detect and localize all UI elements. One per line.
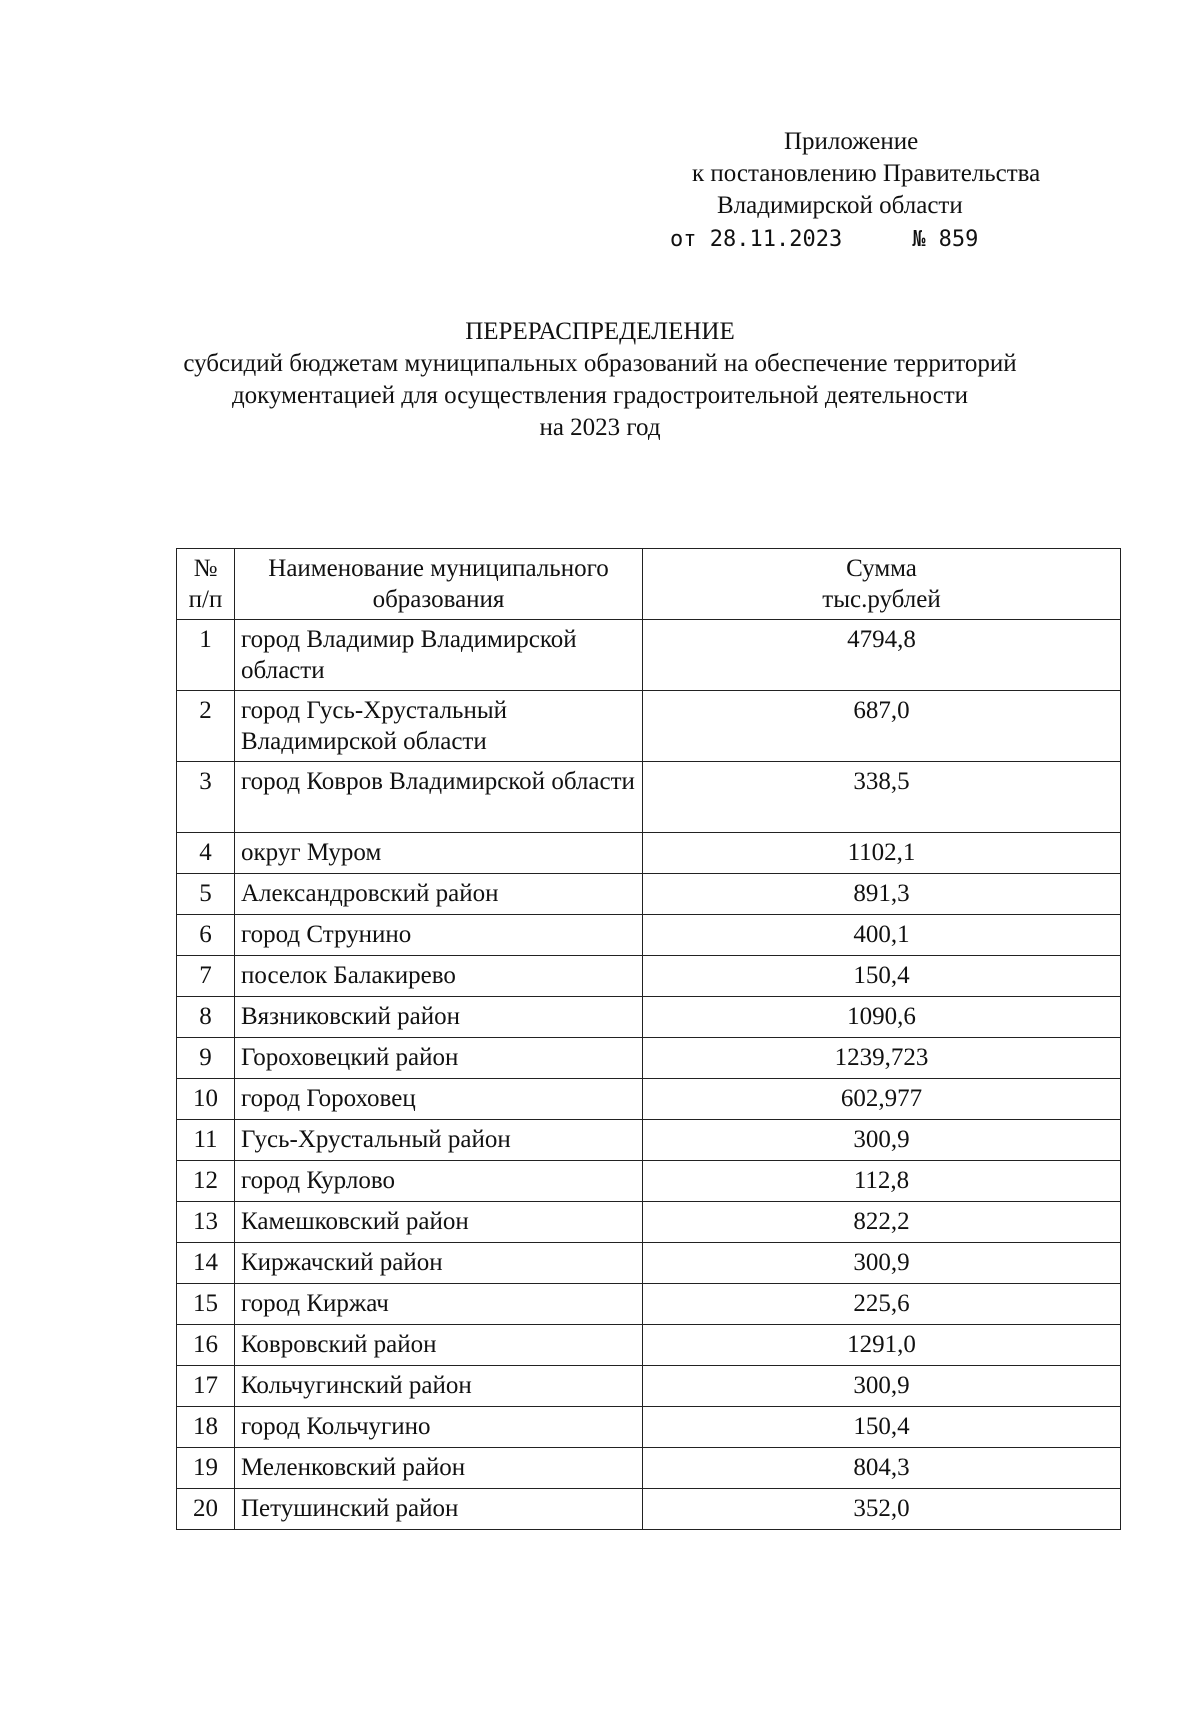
table-row: [177, 762, 1121, 833]
row-name: Гороховецкий район: [235, 1038, 643, 1079]
row-sum: 687,0: [643, 691, 1121, 762]
table-row: [177, 1161, 1121, 1202]
row-name: город Гороховец: [235, 1079, 643, 1120]
row-sum: 150,4: [643, 1407, 1121, 1448]
table-row: [177, 833, 1121, 874]
row-number: 4: [177, 833, 235, 874]
table-row: [177, 1407, 1121, 1448]
row-name: город Гусь-Хрустальный Владимирской области: [235, 691, 643, 762]
table-row: [177, 1325, 1121, 1366]
row-number: 1: [177, 620, 235, 691]
row-sum: 1291,0: [643, 1325, 1121, 1366]
row-number: 10: [177, 1079, 235, 1120]
row-name: Ковровский район: [235, 1325, 643, 1366]
header-name: Наименование муниципального образования: [235, 549, 643, 620]
table-row: [177, 1038, 1121, 1079]
row-sum: 1239,723: [643, 1038, 1121, 1079]
title-line-2: субсидий бюджетам муниципальных образований на обеспечение территорий: [183, 350, 1017, 377]
row-number: 2: [177, 691, 235, 762]
table-row: [177, 1489, 1121, 1530]
table-row: [177, 1284, 1121, 1325]
row-name: город Курлово: [235, 1161, 643, 1202]
appendix-region: Владимирской области: [717, 192, 963, 219]
table-row: [177, 620, 1121, 691]
title-line-3: документацией для осуществления градостроительной деятельности: [231, 382, 969, 409]
row-sum: 804,3: [643, 1448, 1121, 1489]
appendix-reference: к постановлению Правительства: [692, 160, 1041, 187]
table-row: [177, 956, 1121, 997]
row-number: 12: [177, 1161, 235, 1202]
row-name: город Киржач: [235, 1284, 643, 1325]
appendix-date-number: [670, 224, 978, 256]
row-number: 8: [177, 997, 235, 1038]
title-line-1: ПЕРЕРАСПРЕДЕЛЕНИЕ: [465, 318, 735, 345]
row-sum: 112,8: [643, 1161, 1121, 1202]
row-number: 19: [177, 1448, 235, 1489]
row-sum: 1090,6: [643, 997, 1121, 1038]
row-number: 15: [177, 1284, 235, 1325]
row-sum: 891,3: [643, 874, 1121, 915]
row-sum: 338,5: [643, 762, 1121, 833]
row-name: Петушинский район: [235, 1489, 643, 1530]
row-name: Киржачский район: [235, 1243, 643, 1284]
table-row: [177, 997, 1121, 1038]
row-name: поселок Балакирево: [235, 956, 643, 997]
row-number: 14: [177, 1243, 235, 1284]
table-row: [177, 1448, 1121, 1489]
row-name: город Кольчугино: [235, 1407, 643, 1448]
row-sum: 4794,8: [643, 620, 1121, 691]
row-sum: 400,1: [643, 915, 1121, 956]
appendix-number: № 859: [912, 227, 979, 252]
row-sum: 352,0: [643, 1489, 1121, 1530]
subsidy-table: [176, 548, 1121, 1530]
appendix-date: от 28.11.2023: [670, 227, 843, 252]
row-name: город Струнино: [235, 915, 643, 956]
table-row: [177, 874, 1121, 915]
row-name: Александровский район: [235, 874, 643, 915]
table-row: [177, 1243, 1121, 1284]
table-row: [177, 1366, 1121, 1407]
row-sum: 300,9: [643, 1243, 1121, 1284]
row-number: 9: [177, 1038, 235, 1079]
row-number: 11: [177, 1120, 235, 1161]
row-name: город Владимир Владимирской области: [235, 620, 643, 691]
row-sum: 602,977: [643, 1079, 1121, 1120]
row-number: 3: [177, 762, 235, 833]
row-sum: 300,9: [643, 1366, 1121, 1407]
row-sum: 822,2: [643, 1202, 1121, 1243]
row-name: округ Муром: [235, 833, 643, 874]
table-body: [177, 620, 1121, 1530]
table-row: [177, 1079, 1121, 1120]
header-number: № п/п: [177, 549, 235, 620]
document-title: [0, 316, 1200, 444]
row-name: Вязниковский район: [235, 997, 643, 1038]
appendix-title: Приложение: [784, 128, 919, 155]
row-name: Меленковский район: [235, 1448, 643, 1489]
row-number: 7: [177, 956, 235, 997]
row-number: 6: [177, 915, 235, 956]
row-name: Кольчугинский район: [235, 1366, 643, 1407]
row-number: 5: [177, 874, 235, 915]
row-name: город Ковров Владимирской области: [235, 762, 643, 833]
row-number: 20: [177, 1489, 235, 1530]
row-sum: 225,6: [643, 1284, 1121, 1325]
row-sum: 1102,1: [643, 833, 1121, 874]
row-name: Камешковский район: [235, 1202, 643, 1243]
row-number: 13: [177, 1202, 235, 1243]
row-name: Гусь-Хрустальный район: [235, 1120, 643, 1161]
row-number: 18: [177, 1407, 235, 1448]
row-number: 16: [177, 1325, 235, 1366]
table-row: [177, 915, 1121, 956]
table-row: [177, 691, 1121, 762]
table-row: [177, 1120, 1121, 1161]
row-sum: 300,9: [643, 1120, 1121, 1161]
row-sum: 150,4: [643, 956, 1121, 997]
header-sum: Сумма тыс.рублей: [643, 549, 1121, 620]
table-row: [177, 1202, 1121, 1243]
title-line-4: на 2023 год: [539, 414, 661, 441]
row-number: 17: [177, 1366, 235, 1407]
table-header-row: [177, 549, 1121, 620]
